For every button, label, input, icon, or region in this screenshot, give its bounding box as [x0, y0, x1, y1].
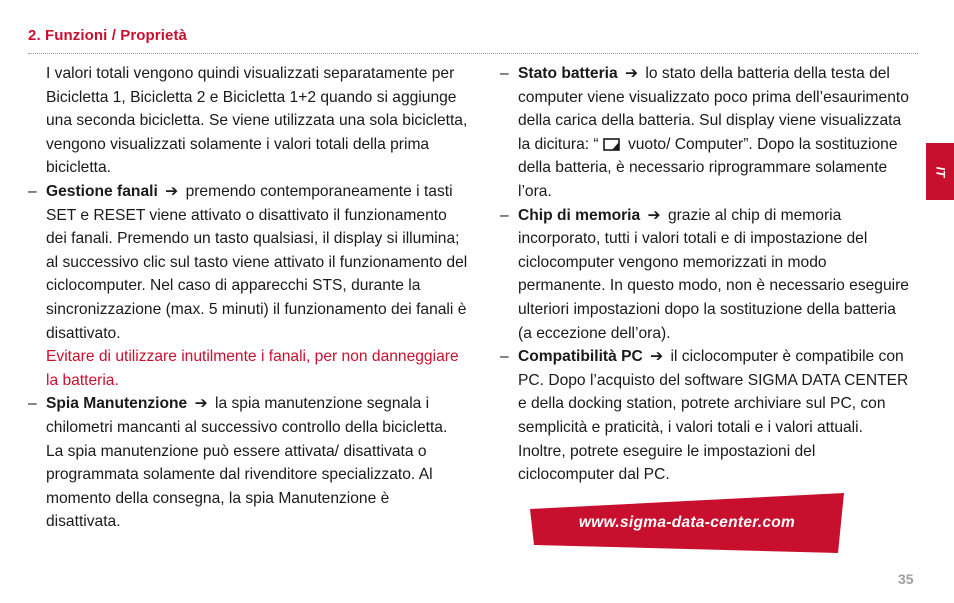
language-tab: [926, 143, 954, 200]
description-chip-memoria: grazie al chip di memoria incorporato, tutti i valori totali e di impostazione del ciclocomputer vengono memorizzati in modo permanente. In questo modo, non è necessario eseguire ulteriori impostazioni dopo la sostituzione della batteria (a eccezione dell’ora).: [518, 206, 909, 342]
description-stato-batteria-part1: lo stato della batteria della testa del computer viene visualizzato poco prima dell’esaurimento della carica della batteria. Sul display viene visualizzata la dicitura: “: [518, 65, 909, 153]
list-dash: –: [500, 206, 509, 224]
arrow-right-icon: ➔: [194, 395, 208, 413]
arrow-right-icon: ➔: [650, 348, 664, 366]
list-dash: –: [500, 348, 509, 366]
intro-paragraph: I valori totali vengono quindi visualizzati separatamente per Bicicletta 1, Bicicletta 2 e Bicicletta 1+2 quando si aggiunge una seconda bicicletta. Se viene utilizzata una sola bicicletta, vengono visualizzati solamente i valori totali della prima bicicletta.: [46, 65, 468, 177]
page-number: 35: [898, 571, 914, 587]
battery-empty-icon: [603, 138, 620, 151]
term-stato-batteria: Stato batteria: [518, 65, 618, 82]
left-column: [28, 62, 468, 534]
dotted-divider: [28, 53, 918, 54]
section-title: 2. Funzioni / Proprietà: [28, 27, 187, 44]
list-item-stato-batteria: [500, 62, 912, 204]
list-item-spia-manutenzione: [28, 392, 468, 534]
warning-text: Evitare di utilizzare inutilmente i fanali, per non danneggiare la batteria.: [46, 348, 459, 389]
description-gestione-fanali: premendo contemporaneamente i tasti SET e RESET viene attivato o disattivato il funzionamento dei fanali. Premendo un tasto qualsiasi, il display si illumina; al successivo clic sul tasto viene attivato il funzionamento del ciclocomputer. Nel caso di apparecchi STS, durante la sincronizzazione (max. 5 minuti) il funzionamento dei fanali è disattivato.: [46, 182, 468, 342]
list-dash: –: [500, 65, 509, 82]
term-chip-memoria: Chip di memoria: [518, 206, 641, 224]
list-item-compatibilita-pc: [500, 345, 912, 487]
url-banner[interactable]: [530, 493, 844, 553]
list-item-gestione-fanali: [28, 180, 468, 345]
arrow-right-icon: ➔: [165, 182, 179, 200]
term-compatibilita-pc: Compatibilità PC: [518, 348, 643, 366]
url-link[interactable]: www.sigma-data-center.com: [578, 514, 796, 531]
language-tab-label: IT: [932, 166, 947, 177]
term-gestione-fanali: Gestione fanali: [46, 182, 158, 200]
arrow-right-icon: ➔: [647, 206, 661, 224]
description-compatibilita-pc: il ciclocomputer è compatibile con PC. Dopo l’acquisto del software SIGMA DATA CENTER e della docking station, potrete archiviare sul PC, con semplicità e praticità, i valori totali e i valori attuali. Inoltre, potrete eseguire le impostazioni del ciclocomputer dal PC.: [518, 348, 909, 484]
right-column: [500, 62, 912, 487]
description-spia-manutenzione: la spia manutenzione segnala i chilometri mancanti al successivo controllo della bicicletta. La spia manutenzione può essere attivata/ disattivata o programmata solamente dal rivenditore specializzato. Al momento della consegna, la spia Manutenzione è disattivata.: [46, 395, 448, 531]
term-spia-manutenzione: Spia Manutenzione: [46, 395, 188, 413]
list-item-chip-memoria: [500, 204, 912, 346]
arrow-right-icon: ➔: [625, 65, 639, 82]
list-dash: –: [28, 395, 37, 413]
list-dash: –: [28, 182, 37, 200]
description-stato-batteria-part2: vuoto/ Computer”. Dopo la sostituzione della batteria, è necessario riprogrammare solamente l’ora.: [518, 135, 898, 200]
